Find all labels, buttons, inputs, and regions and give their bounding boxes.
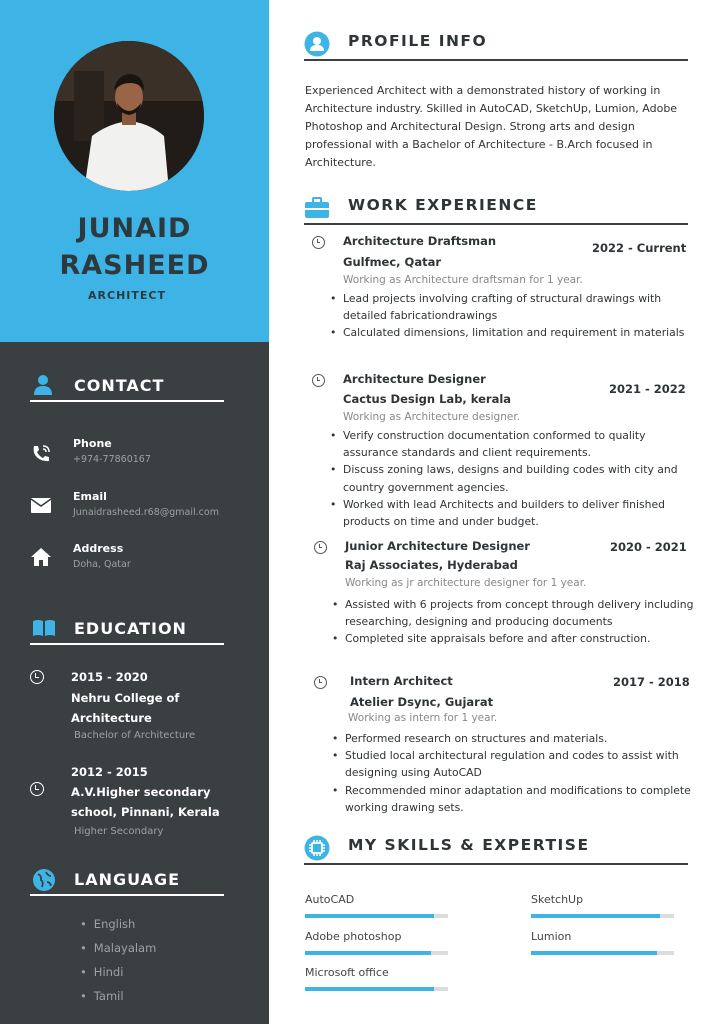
contact-heading [30, 372, 224, 402]
job-dates: 2021 - 2022 [609, 382, 686, 396]
job-title: Junior Architecture Designer [345, 539, 530, 553]
skills-heading [304, 832, 688, 865]
skill-name: Lumion [531, 930, 572, 943]
skill-name: Adobe photoshop [305, 930, 402, 943]
user-circle-icon [304, 31, 330, 57]
skill-bar [305, 987, 448, 991]
address-label: Address [73, 542, 124, 555]
job-bullets [330, 427, 702, 530]
name-line-1: JUNAID [77, 213, 192, 244]
name-line-2: RASHEED [59, 250, 210, 281]
contact-title: CONTACT [74, 376, 165, 395]
job-title: Intern Architect [350, 674, 453, 688]
job-title: Architecture Draftsman [343, 234, 497, 248]
clock-icon [312, 374, 325, 387]
job-bullet: • Recommended minor adaptation and modifications to complete working drawing sets. [332, 782, 712, 816]
language-item: • Hindi [80, 965, 123, 979]
skill-bar [305, 951, 448, 955]
job-dates: 2020 - 2021 [610, 540, 687, 554]
language-item: • English [80, 917, 135, 931]
skill-bar-fill [531, 951, 657, 955]
clock-icon [30, 782, 44, 796]
job-title: Architecture Designer [343, 372, 486, 386]
language-title: LANGUAGE [74, 870, 181, 889]
globe-icon [32, 868, 54, 890]
language-item: • Tamil [80, 989, 124, 1003]
clock-icon [312, 236, 325, 249]
profile-photo [54, 41, 204, 191]
clock-icon [314, 541, 327, 554]
skill-item [305, 893, 448, 906]
skills-title: MY SKILLS & EXPERTISE [348, 836, 590, 854]
education-degree: Bachelor of Architecture [74, 730, 196, 741]
job-bullet: • Discuss zoning laws, designs and building codes with city and country government agencies. [330, 461, 702, 495]
skill-bar-fill [305, 987, 434, 991]
education-years: 2015 - 2020 [71, 670, 148, 684]
job-bullet: • Completed site appraisals before and after construction. [332, 630, 704, 647]
email-label: Email [73, 490, 107, 503]
skill-item [305, 930, 448, 943]
phone-label: Phone [73, 437, 112, 450]
job-dates: 2022 - Current [592, 241, 687, 255]
person-icon [32, 374, 54, 396]
job-bullet: • Performed research on structures and materials. [332, 730, 712, 747]
job-description: Working as intern for 1 year. [348, 712, 498, 724]
job-role: ARCHITECT [88, 289, 166, 302]
education-school-line2: school, Pinnani, Kerala [71, 805, 220, 819]
phone-value[interactable]: +974-77860167 [73, 454, 151, 465]
profile-info-title: PROFILE INFO [348, 32, 488, 50]
job-bullet: • Studied local architectural regulation and codes to assist with designing using AutoCAD [332, 747, 712, 781]
job-company: Cactus Design Lab, kerala [343, 392, 512, 406]
education-years: 2012 - 2015 [71, 765, 148, 779]
job-description: Working as jr architecture designer for 1 year. [345, 577, 587, 589]
address-value: Doha, Qatar [73, 559, 131, 570]
job-bullets [330, 290, 702, 342]
clock-icon [314, 676, 327, 689]
education-school-line1: A.V.Higher secondary [71, 785, 211, 799]
skill-item [531, 893, 674, 906]
job-dates: 2017 - 2018 [613, 675, 690, 689]
profile-summary: Experienced Architect with a demonstrated history of working in Architecture industry. Skilled in AutoCAD, SketchUp, Lumion, Adobe Photoshop and Architectural Design. Strong arts and design professional with a Bachelor of Architecture - B.Arch focused in Architecture. [305, 84, 678, 169]
education-school-line2: Architecture [71, 711, 152, 725]
skill-bar-fill [305, 951, 431, 955]
job-bullet: • Assisted with 6 projects from concept through delivery including researching, designing and producing documents [332, 596, 704, 630]
skill-item [305, 966, 448, 979]
skill-name: Microsoft office [305, 966, 389, 979]
briefcase-icon [304, 195, 330, 221]
skill-name: AutoCAD [305, 893, 355, 906]
language-item: • Malayalam [80, 941, 156, 955]
work-experience-heading [304, 192, 688, 225]
skill-bar-fill [305, 914, 434, 918]
skill-bar [305, 914, 448, 918]
job-bullet: • Calculated dimensions, limitation and requirement in materials [330, 324, 702, 341]
job-company: Gulfmec, Qatar [343, 255, 442, 269]
education-degree: Higher Secondary [74, 826, 164, 837]
job-description: Working as Architecture designer. [343, 411, 521, 423]
job-bullets [332, 596, 704, 648]
skills-icon [304, 835, 330, 861]
job-bullet: • Lead projects involving crafting of structural drawings with detailed fabricationdrawings [330, 290, 702, 324]
skill-name: SketchUp [531, 893, 584, 906]
home-icon [30, 546, 52, 568]
job-bullet: • Worked with lead Architects and builders to deliver finished products on time and under budget. [330, 496, 702, 530]
job-bullet: • Verify construction documentation conformed to quality assurance standards and client requirements. [330, 427, 702, 461]
skill-bar [531, 914, 674, 918]
email-icon [30, 494, 52, 516]
job-bullets [332, 730, 712, 816]
education-title: EDUCATION [74, 619, 187, 638]
phone-icon [30, 443, 52, 465]
work-experience-title: WORK EXPERIENCE [348, 196, 538, 214]
language-heading [30, 866, 224, 896]
profile-info-heading [304, 28, 688, 61]
job-company: Raj Associates, Hyderabad [345, 558, 518, 572]
skill-item [531, 930, 674, 943]
job-description: Working as Architecture draftsman for 1 year. [343, 274, 583, 286]
education-school-line1: Nehru College of [71, 691, 180, 705]
job-company: Atelier Dsync, Gujarat [350, 695, 494, 709]
email-value[interactable]: Junaidrasheed.r68@gmail.com [73, 507, 219, 518]
skill-bar-fill [531, 914, 660, 918]
skill-bar [531, 951, 674, 955]
clock-icon [30, 670, 44, 684]
book-icon [32, 617, 54, 639]
education-heading [30, 615, 224, 645]
